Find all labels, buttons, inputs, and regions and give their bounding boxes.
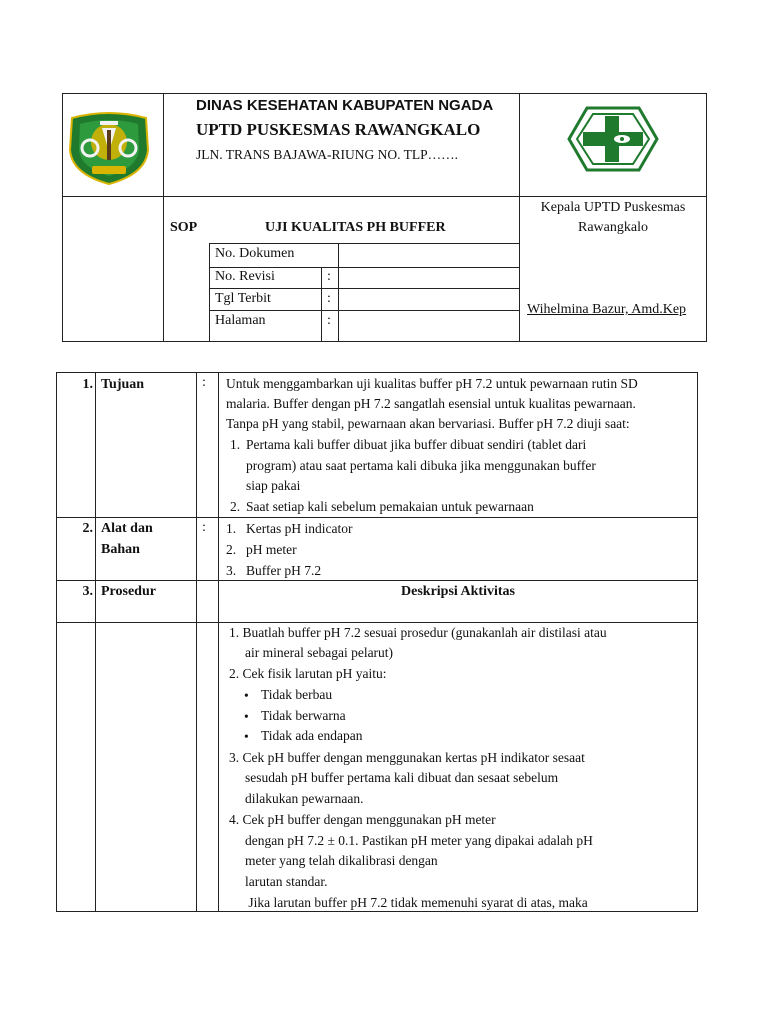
procedure-line: 1. Buatlah buffer pH 7.2 sesuai prosedur (gunakanlah air distilasi atau [229,625,607,640]
section-2-colon: : [202,520,206,535]
field-label-halaman: Halaman [215,313,266,328]
sop-label: SOP [170,220,198,235]
tujuan-item-line: Saat setiap kali sebelum pemakaian untuk pewarnaan [246,499,534,514]
facility-name: UPTD PUSKESMAS RAWANGKALO [196,120,481,139]
agency-name: DINAS KESEHATAN KABUPATEN NGADA [196,97,494,114]
alat-item-number: 2. [226,542,237,557]
bullet-text: Tidak berwarna [261,708,346,723]
tujuan-item-line: Pertama kali buffer dibuat jika buffer dibuat sendiri (tablet dari [246,437,587,452]
procedure-line: 4. Cek pH buffer dengan menggunakan pH meter [229,812,496,827]
section-1-colon: : [202,375,206,390]
section-1-number: 1. [82,377,93,392]
tujuan-line: Untuk menggambarkan uji kualitas buffer pH 7.2 untuk pewarnaan rutin SD [226,376,638,391]
procedure-line: air mineral sebagai pelarut) [245,645,394,660]
tujuan-line: malaria. Buffer dengan pH 7.2 sangatlah esensial untuk kualitas pewarnaan. [226,396,636,411]
section-2-number: 2. [82,521,93,536]
bullet-dot-icon: • [244,729,249,744]
tujuan-item-line: program) atau saat pertama kali dibuka jika menggunakan buffer [246,458,596,473]
field-label-dokumen: No. Dokumen [215,246,295,261]
tujuan-line: Tanpa pH yang stabil, pewarnaan akan bervariasi. Buffer pH 7.2 diuji saat: [226,416,630,431]
field-label-terbit: Tgl Terbit [215,291,271,306]
procedure-line: dilakukan pewarnaan. [245,791,364,806]
puskesmas-icon [567,106,659,172]
facility-address: JLN. TRANS BAJAWA-RIUNG NO. TLP……. [196,147,459,162]
tujuan-item-number: 2. [230,499,241,514]
alat-item-text: pH meter [246,542,297,557]
section-3-label: Prosedur [101,584,156,599]
bullet-dot-icon: • [244,709,249,724]
section-1-label: Tujuan [101,377,145,392]
procedure-line: 3. Cek pH buffer dengan menggunakan kertas pH indikator sesaat [229,750,585,765]
bullet-dot-icon: • [244,688,249,703]
procedure-line: Jika larutan buffer pH 7.2 tidak memenuhi syarat di atas, maka [245,895,588,910]
procedure-line: 2. Cek fisik larutan pH yaitu: [229,666,387,681]
field-colon-halaman: : [327,313,331,328]
section-2-label: Bahan [101,542,140,557]
activity-column-header: Deskripsi Aktivitas [401,584,515,599]
approver-title-2: Rawangkalo [578,220,648,235]
section-3-number: 3. [82,584,93,599]
field-label-revisi: No. Revisi [215,269,275,284]
field-colon-terbit: : [327,291,331,306]
procedure-line: larutan standar. [245,874,328,889]
puskesmas-logo [567,106,659,172]
alat-item-number: 1. [226,521,237,536]
procedure-line: meter yang telah dikalibrasi dengan [245,853,438,868]
sop-title: UJI KUALITAS PH BUFFER [265,220,446,235]
section-2-label: Alat dan [101,521,153,536]
approver-title-1: Kepala UPTD Puskesmas [540,200,686,215]
procedure-line: dengan pH 7.2 ± 0.1. Pastikan pH meter yang dipakai adalah pH [245,833,593,848]
field-colon-revisi: : [327,269,331,284]
alat-item-text: Kertas pH indicator [246,521,353,536]
bullet-text: Tidak ada endapan [261,728,363,743]
tujuan-item-line: siap pakai [246,478,301,493]
procedure-line: sesudah pH buffer pertama kali dibuat dan sesaat sebelum [245,770,559,785]
regency-crest-logo [66,108,152,186]
tujuan-item-number: 1. [230,437,241,452]
alat-item-text: Buffer pH 7.2 [246,563,322,578]
bullet-text: Tidak berbau [261,687,333,702]
crest-icon [66,108,152,186]
approver-name: Wihelmina Bazur, Amd.Kep [527,302,687,317]
alat-item-number: 3. [226,563,237,578]
